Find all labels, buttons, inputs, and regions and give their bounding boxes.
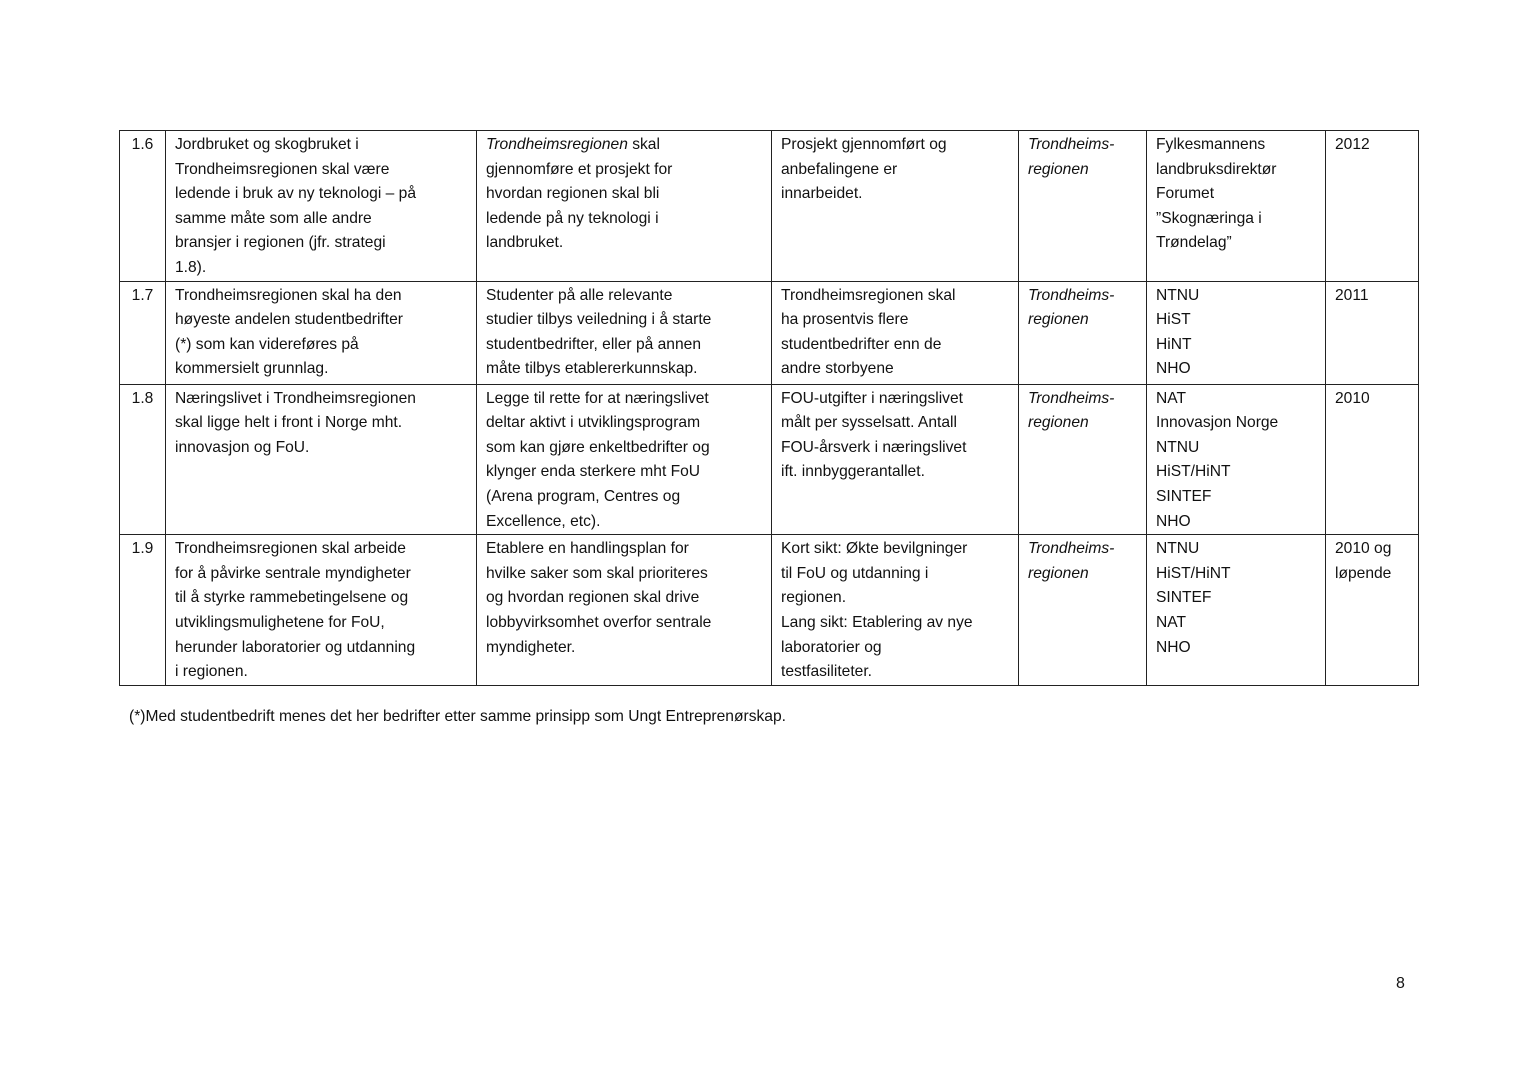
- partners-cell: [1147, 281, 1326, 384]
- indicator-cell-text: FOU-utgifter i næringslivet målt per sysselsatt. Antall FOU-årsverk i næringslivet ift. innbyggerantallet.: [781, 389, 967, 481]
- deadline-cell: [1326, 384, 1419, 535]
- deadline-cell: [1326, 131, 1419, 282]
- row-number-text: 1.8: [131, 389, 154, 407]
- row-number: [120, 281, 166, 384]
- responsible-cell-text: Trondheims- regionen: [1028, 389, 1115, 432]
- indicator-cell: [772, 281, 1019, 384]
- deadline-cell-text: 2010 og løpende: [1335, 540, 1392, 582]
- strategy-table: [119, 130, 1419, 686]
- partners-cell: [1147, 384, 1326, 535]
- deadline-cell: [1326, 281, 1419, 384]
- responsible-cell-text: Trondheims- regionen: [1028, 136, 1115, 178]
- measure-italic-text: Trondheimsregionen: [486, 136, 628, 153]
- row-number-text: 1.7: [131, 286, 154, 304]
- measure-cell: [477, 535, 772, 686]
- table-row: [120, 281, 1419, 384]
- table-row: [120, 535, 1419, 686]
- responsible-cell: [1019, 131, 1147, 282]
- responsible-cell: [1019, 384, 1147, 535]
- row-number: [120, 535, 166, 686]
- row-number: [120, 384, 166, 535]
- row-number-text: 1.9: [131, 540, 154, 558]
- table-row: [120, 131, 1419, 282]
- responsible-cell-text: Trondheims- regionen: [1028, 540, 1115, 582]
- partners-cell: [1147, 131, 1326, 282]
- goal-cell-text: Trondheimsregionen skal arbeide for å påvirke sentrale myndigheter til å styrke rammebetingelsene og utviklingsmulighetene for FoU, herunder laboratorier og utdanning i regionen.: [175, 540, 416, 681]
- row-number: [120, 131, 166, 282]
- measure-cell: [477, 281, 772, 384]
- goal-cell-text: Jordbruket og skogbruket i Trondheimsregionen skal være ledende i bruk av ny teknologi – på samme måte som alle andre bransjer i regionen (jfr. strategi 1.8).: [175, 136, 417, 276]
- partners-cell-text: Fylkesmannens landbruksdirektør Forumet ”Skognæringa i Trøndelag”: [1156, 136, 1277, 252]
- partners-cell-text: NTNU HiST/HiNT SINTEF NAT NHO: [1156, 540, 1231, 656]
- deadline-cell-text: 2011: [1335, 286, 1369, 304]
- goal-cell: [166, 131, 477, 282]
- deadline-cell-text: 2012: [1335, 136, 1370, 153]
- deadline-cell-text: 2010: [1335, 389, 1370, 407]
- responsible-cell: [1019, 281, 1147, 384]
- goal-cell: [166, 384, 477, 535]
- indicator-cell-text: Trondheimsregionen skal ha prosentvis flere studentbedrifter enn de andre storbyene: [781, 286, 956, 378]
- measure-cell-text: Legge til rette for at næringslivet deltar aktivt i utviklingsprogram som kan gjøre enkeltbedrifter og klynger enda sterkere mht FoU (Arena program, Centres og Excellence, etc).: [486, 389, 710, 530]
- indicator-cell: [772, 535, 1019, 686]
- goal-cell-text: Trondheimsregionen skal ha den høyeste andelen studentbedrifter (*) som kan videreføres på kommersielt grunnlag.: [175, 286, 403, 378]
- responsible-cell-text: Trondheims- regionen: [1028, 286, 1115, 329]
- table-row: [120, 384, 1419, 535]
- footnote: (*)Med studentbedrift menes det her bedrifter etter samme prinsipp som Ungt Entreprenørskap.: [129, 708, 786, 725]
- goal-cell: [166, 535, 477, 686]
- deadline-cell: [1326, 535, 1419, 686]
- measure-cell-text: skal gjennomføre et prosjekt for hvordan regionen skal bli ledende på ny teknologi i landbruket.: [486, 136, 673, 252]
- partners-cell: [1147, 535, 1326, 686]
- responsible-cell: [1019, 535, 1147, 686]
- measure-cell-text: Etablere en handlingsplan for hvilke saker som skal prioriteres og hvordan regionen skal drive lobbyvirksomhet overfor sentrale myndigheter.: [486, 540, 712, 656]
- indicator-cell-text: Prosjekt gjennomført og anbefalingene er innarbeidet.: [781, 136, 947, 203]
- page-number: 8: [1396, 975, 1405, 992]
- row-number-text: 1.6: [131, 136, 154, 153]
- partners-cell-text: NTNU HiST HiNT NHO: [1156, 286, 1200, 378]
- goal-cell-text: Næringslivet i Trondheimsregionen skal ligge helt i front i Norge mht. innovasjon og FoU.: [175, 389, 416, 456]
- indicator-cell: [772, 384, 1019, 535]
- goal-cell: [166, 281, 477, 384]
- measure-cell: [477, 384, 772, 535]
- partners-cell-text: NAT Innovasjon Norge NTNU HiST/HiNT SINTEF NHO: [1156, 389, 1279, 530]
- measure-cell-text: Studenter på alle relevante studier tilbys veiledning i å starte studentbedrifter, eller på annen måte tilbys etablererkunnskap.: [486, 286, 712, 378]
- indicator-cell: [772, 131, 1019, 282]
- measure-cell: [477, 131, 772, 282]
- indicator-cell-text: Kort sikt: Økte bevilgninger til FoU og utdanning i regionen. Lang sikt: Etablering av nye laboratorier og testfasiliteter.: [781, 540, 973, 681]
